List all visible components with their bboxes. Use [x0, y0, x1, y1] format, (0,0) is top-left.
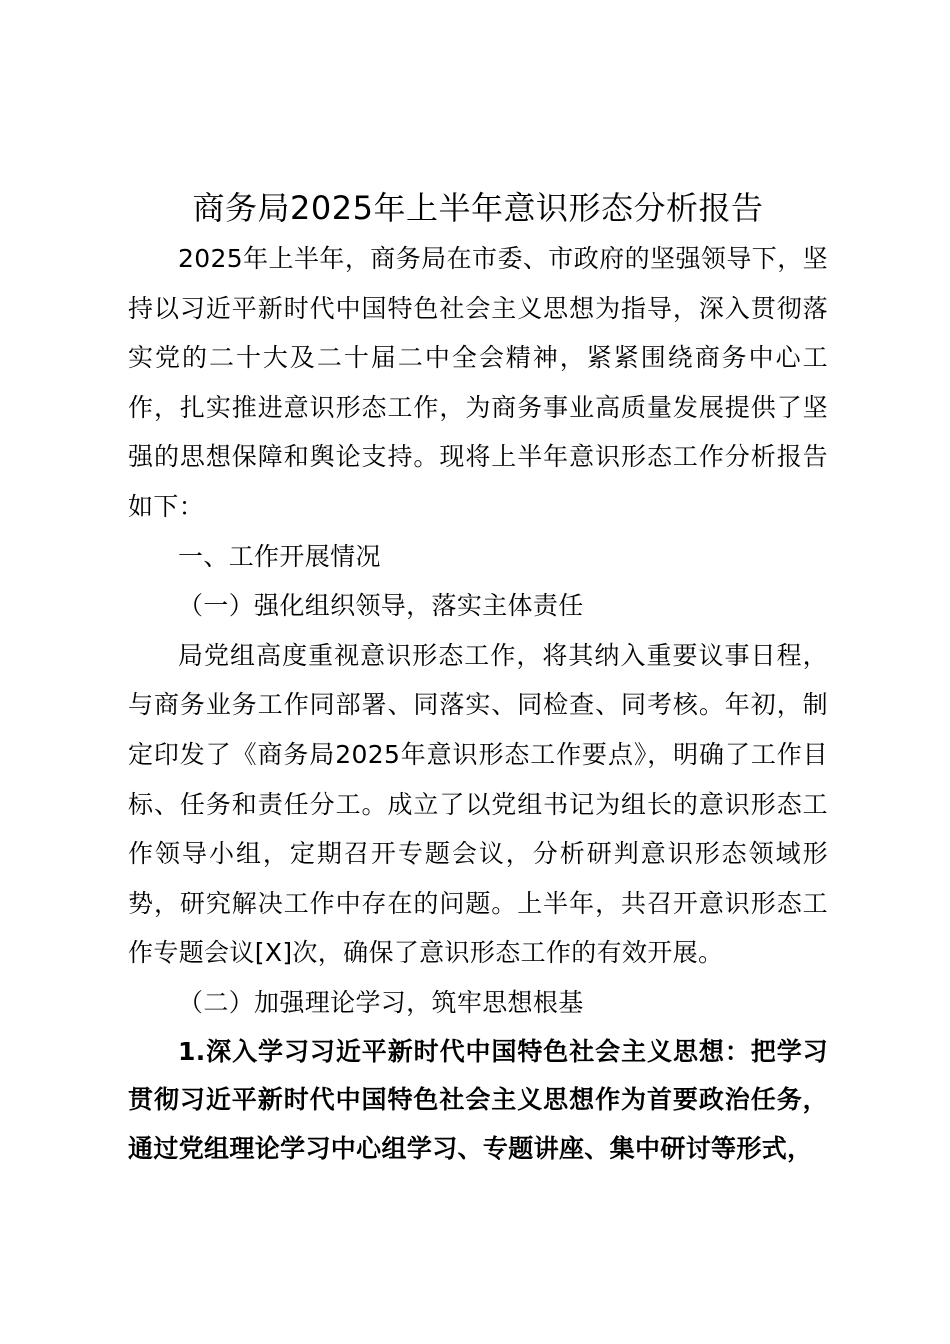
intro-paragraph: 2025年上半年，商务局在市委、市政府的坚强领导下，坚持以习近平新时代中国特色社会主义思想为指导，深入贯彻落实党的二十大及二十届二中全会精神，紧紧围绕商务中心工作，扎实推进意识形态工作，为商务事业高质量发展提供了坚强的思想保障和舆论支持。现将上半年意识形态工作分析报告如下： [128, 244, 828, 521]
bold-paragraph: 1.深入学习习近平新时代中国特色社会主义思想：把学习贯彻习近平新时代中国特色社会主义思想作为首要政治任务，通过党组理论学习中心组学习、专题讲座、集中研讨等形式， [128, 1036, 828, 1163]
section-heading: 一、工作开展情况 [178, 541, 381, 571]
subsection-heading: （一）强化组织领导，落实主体责任 [178, 591, 584, 621]
body-paragraph: 局党组高度重视意识形态工作，将其纳入重要议事日程，与商务业务工作同部署、同落实、同检查、同考核。年初，制定印发了《商务局2025年意识形态工作要点》，明确了工作目标、任务和责任分工。成立了以党组书记为组长的意识形态工作领导小组，定期召开专题会议，分析研判意识形态领域形势，研究解决工作中存在的问题。上半年，共召开意识形态工作专题会议[X]次，确保了意识形态工作的有效开展。 [128, 640, 828, 968]
document-page [128, 182, 828, 1173]
document-title: 商务局2025年上半年意识形态分析报告 [192, 189, 764, 227]
subsection-heading: （二）加强理论学习，筑牢思想根基 [178, 987, 584, 1017]
